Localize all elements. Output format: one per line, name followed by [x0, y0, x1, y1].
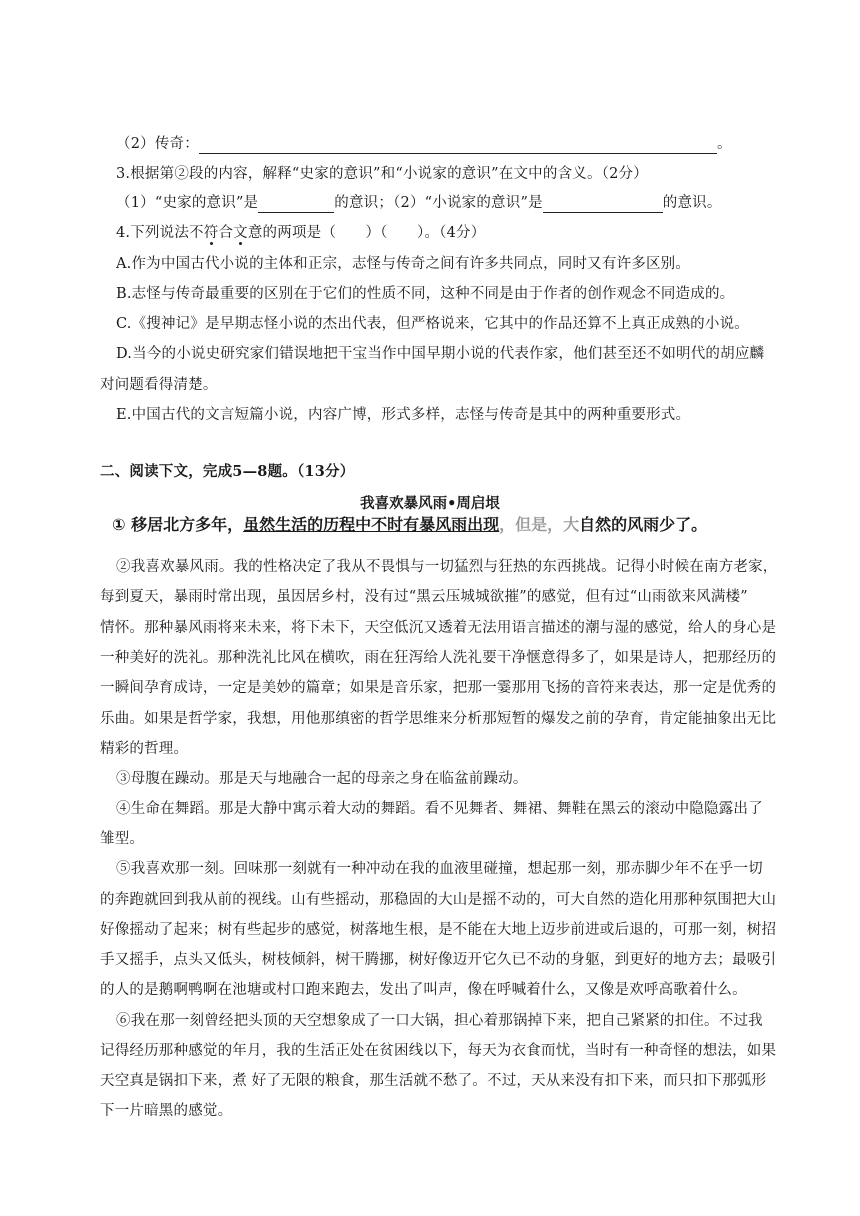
article-line: 下一片暗黑的感觉。 — [100, 1103, 233, 1119]
article-line: 情怀。那种暴风雨将来未来，将下未下，天空低沉又透着无法用语言描述的潮与湿的感觉，给人的身心是 — [100, 620, 777, 636]
q3-part2-answer-blank[interactable] — [543, 198, 663, 213]
q4-stem-c: 意的两项是（ ）（ ）。（4分） — [247, 225, 486, 241]
q4-option-d-cont: 对问题看得清楚。 — [100, 377, 218, 393]
q2-part2-line — [116, 134, 746, 154]
article-line: 的奔跑就回到我从前的视线。山有些摇动，那稳固的大山是摇不动的，可大自然的造化用那种氛围把大山 — [100, 892, 777, 908]
article-paragraph-1 — [112, 514, 707, 536]
q2-part2-answer-blank[interactable] — [199, 139, 717, 154]
section2-heading: 二、阅读下文，完成5—8题。（13分） — [100, 463, 355, 480]
q3-part1-suffix: 的意识；（2）“小说家的意识”是 — [334, 195, 543, 211]
article-title: 我喜欢暴风雨•周启垠 — [360, 495, 500, 512]
para1-faded-text: ，但是，大 — [499, 515, 580, 534]
q4-stem-emphasis-2: 文 — [233, 225, 248, 241]
q3-stem: 3.根据第②段的内容，解释“史家的意识”和“小说家的意识”在文中的含义。（2分） — [116, 166, 648, 182]
q4-option-c: C.《搜神记》是早期志怪小说的杰出代表，但严格说来，它其中的作品还算不上真正成熟的小说。 — [116, 316, 749, 332]
article-line: ⑥我在那一刻曾经把头顶的天空想象成了一口大锅，担心着那锅掉下来，把自己紧紧的扣住。不过我 — [116, 1013, 763, 1029]
article-line: ④生命在舞蹈。那是大静中寓示着大动的舞蹈。看不见舞者、舞裙、舞鞋在黑云的滚动中隐隐露出了 — [116, 801, 763, 817]
q2-part2-prefix: （2）传奇： — [116, 136, 199, 152]
q3-part1-prefix: （1）“史家的意识”是 — [116, 195, 259, 211]
q2-part2-suffix: 。 — [716, 136, 732, 152]
article-line: 的人的是鹅啊鸭啊在池塘或村口跑来跑去，发出了叫声，像在呼喊着什么，又像是欢呼高歌着什么。 — [100, 982, 747, 998]
article-line: 一瞬间孕育成诗，一定是美妙的篇章；如果是音乐家，把那一霎那用飞扬的音符来表达，那一定是优秀的 — [100, 680, 777, 696]
article-line: 乐曲。如果是哲学家，我想，用他那缜密的哲学思维来分析那短暂的爆发之前的孕育，肯定能抽象出无比 — [100, 711, 777, 727]
q3-part1-answer-blank[interactable] — [258, 198, 334, 213]
para1-text-a: 移居北方多年， — [125, 515, 244, 534]
para1-number: ① — [112, 515, 126, 534]
article-line: 记得经历那种感觉的年月，我的生活正处在贫困线以下，每天为衣食而忧，当时有一种奇怪的想法，如果 — [100, 1043, 777, 1059]
article-line: ⑤我喜欢那一刻。回味那一刻就有一种冲动在我的血液里碰撞，想起那一刻，那赤脚少年不在乎一切 — [116, 861, 763, 877]
article-line: 精彩的哲理。 — [100, 741, 189, 757]
article-line: 一种美好的洗礼。那种洗礼比风在横吹，雨在狂泻给人洗礼要干净惬意得多了，如果是诗人，把那经历的 — [100, 650, 777, 666]
q4-option-b: B.志怪与传奇最重要的区别在于它们的性质不同，这种不同是由于作者的创作观念不同造成的。 — [116, 286, 735, 302]
q4-stem-a: 4.下列说法不 — [116, 225, 204, 241]
q3-parts-line — [116, 193, 746, 213]
article-line: ②我喜欢暴风雨。我的性格决定了我从不畏惧与一切猛烈与狂热的东西挑战。记得小时候在南方老家， — [116, 559, 778, 575]
article-line: 好像摇动了起来；树有些起步的感觉，树落地生根，是不能在大地上迈步前进或后退的，可那一刻，树招 — [100, 922, 777, 938]
q4-stem-b: 合 — [218, 225, 234, 241]
q4-option-a: A.作为中国古代小说的主体和正宗，志怪与传奇之间有许多共同点，同时又有许多区别。 — [116, 256, 691, 272]
q4-option-e: E.中国古代的文言短篇小说，内容广博，形式多样，志怪与传奇是其中的两种重要形式。 — [116, 407, 691, 423]
article-line: 手又摇手，点头又低头，树枝倾斜，树干腾挪，树好像迈开它久已不动的身躯，到更好的地方去；最吸引 — [100, 952, 777, 968]
article-line: 雏型。 — [100, 831, 145, 847]
para1-underlined-text: 虽然生活的历程中不时有暴风雨出现 — [243, 515, 500, 534]
article-line: ③母腹在躁动。那是天与地融合一起的母亲之身在临盆前躁动。 — [116, 771, 528, 787]
article-line: 天空真是锅扣下来，煮 好了无限的粮食，那生活就不愁了。不过，天从来没有扣下来，而只扣下那弧形 — [100, 1073, 767, 1089]
q4-stem — [116, 223, 746, 243]
q4-stem-emphasis-1: 符 — [203, 225, 219, 241]
q3-part2-suffix: 的意识。 — [662, 195, 722, 211]
article-line: 每到夏天，暴雨时常出现，虽因居乡村，没有过“黑云压城城欲摧”的感觉，但有过“山雨欲来风满楼” — [100, 589, 748, 605]
q4-option-d: D.当今的小说史研究家们错误地把干宝当作中国早期小说的代表作家，他们甚至还不如明代的胡应麟 — [116, 346, 765, 362]
para1-text-d: 自然的风雨少了。 — [579, 515, 708, 534]
